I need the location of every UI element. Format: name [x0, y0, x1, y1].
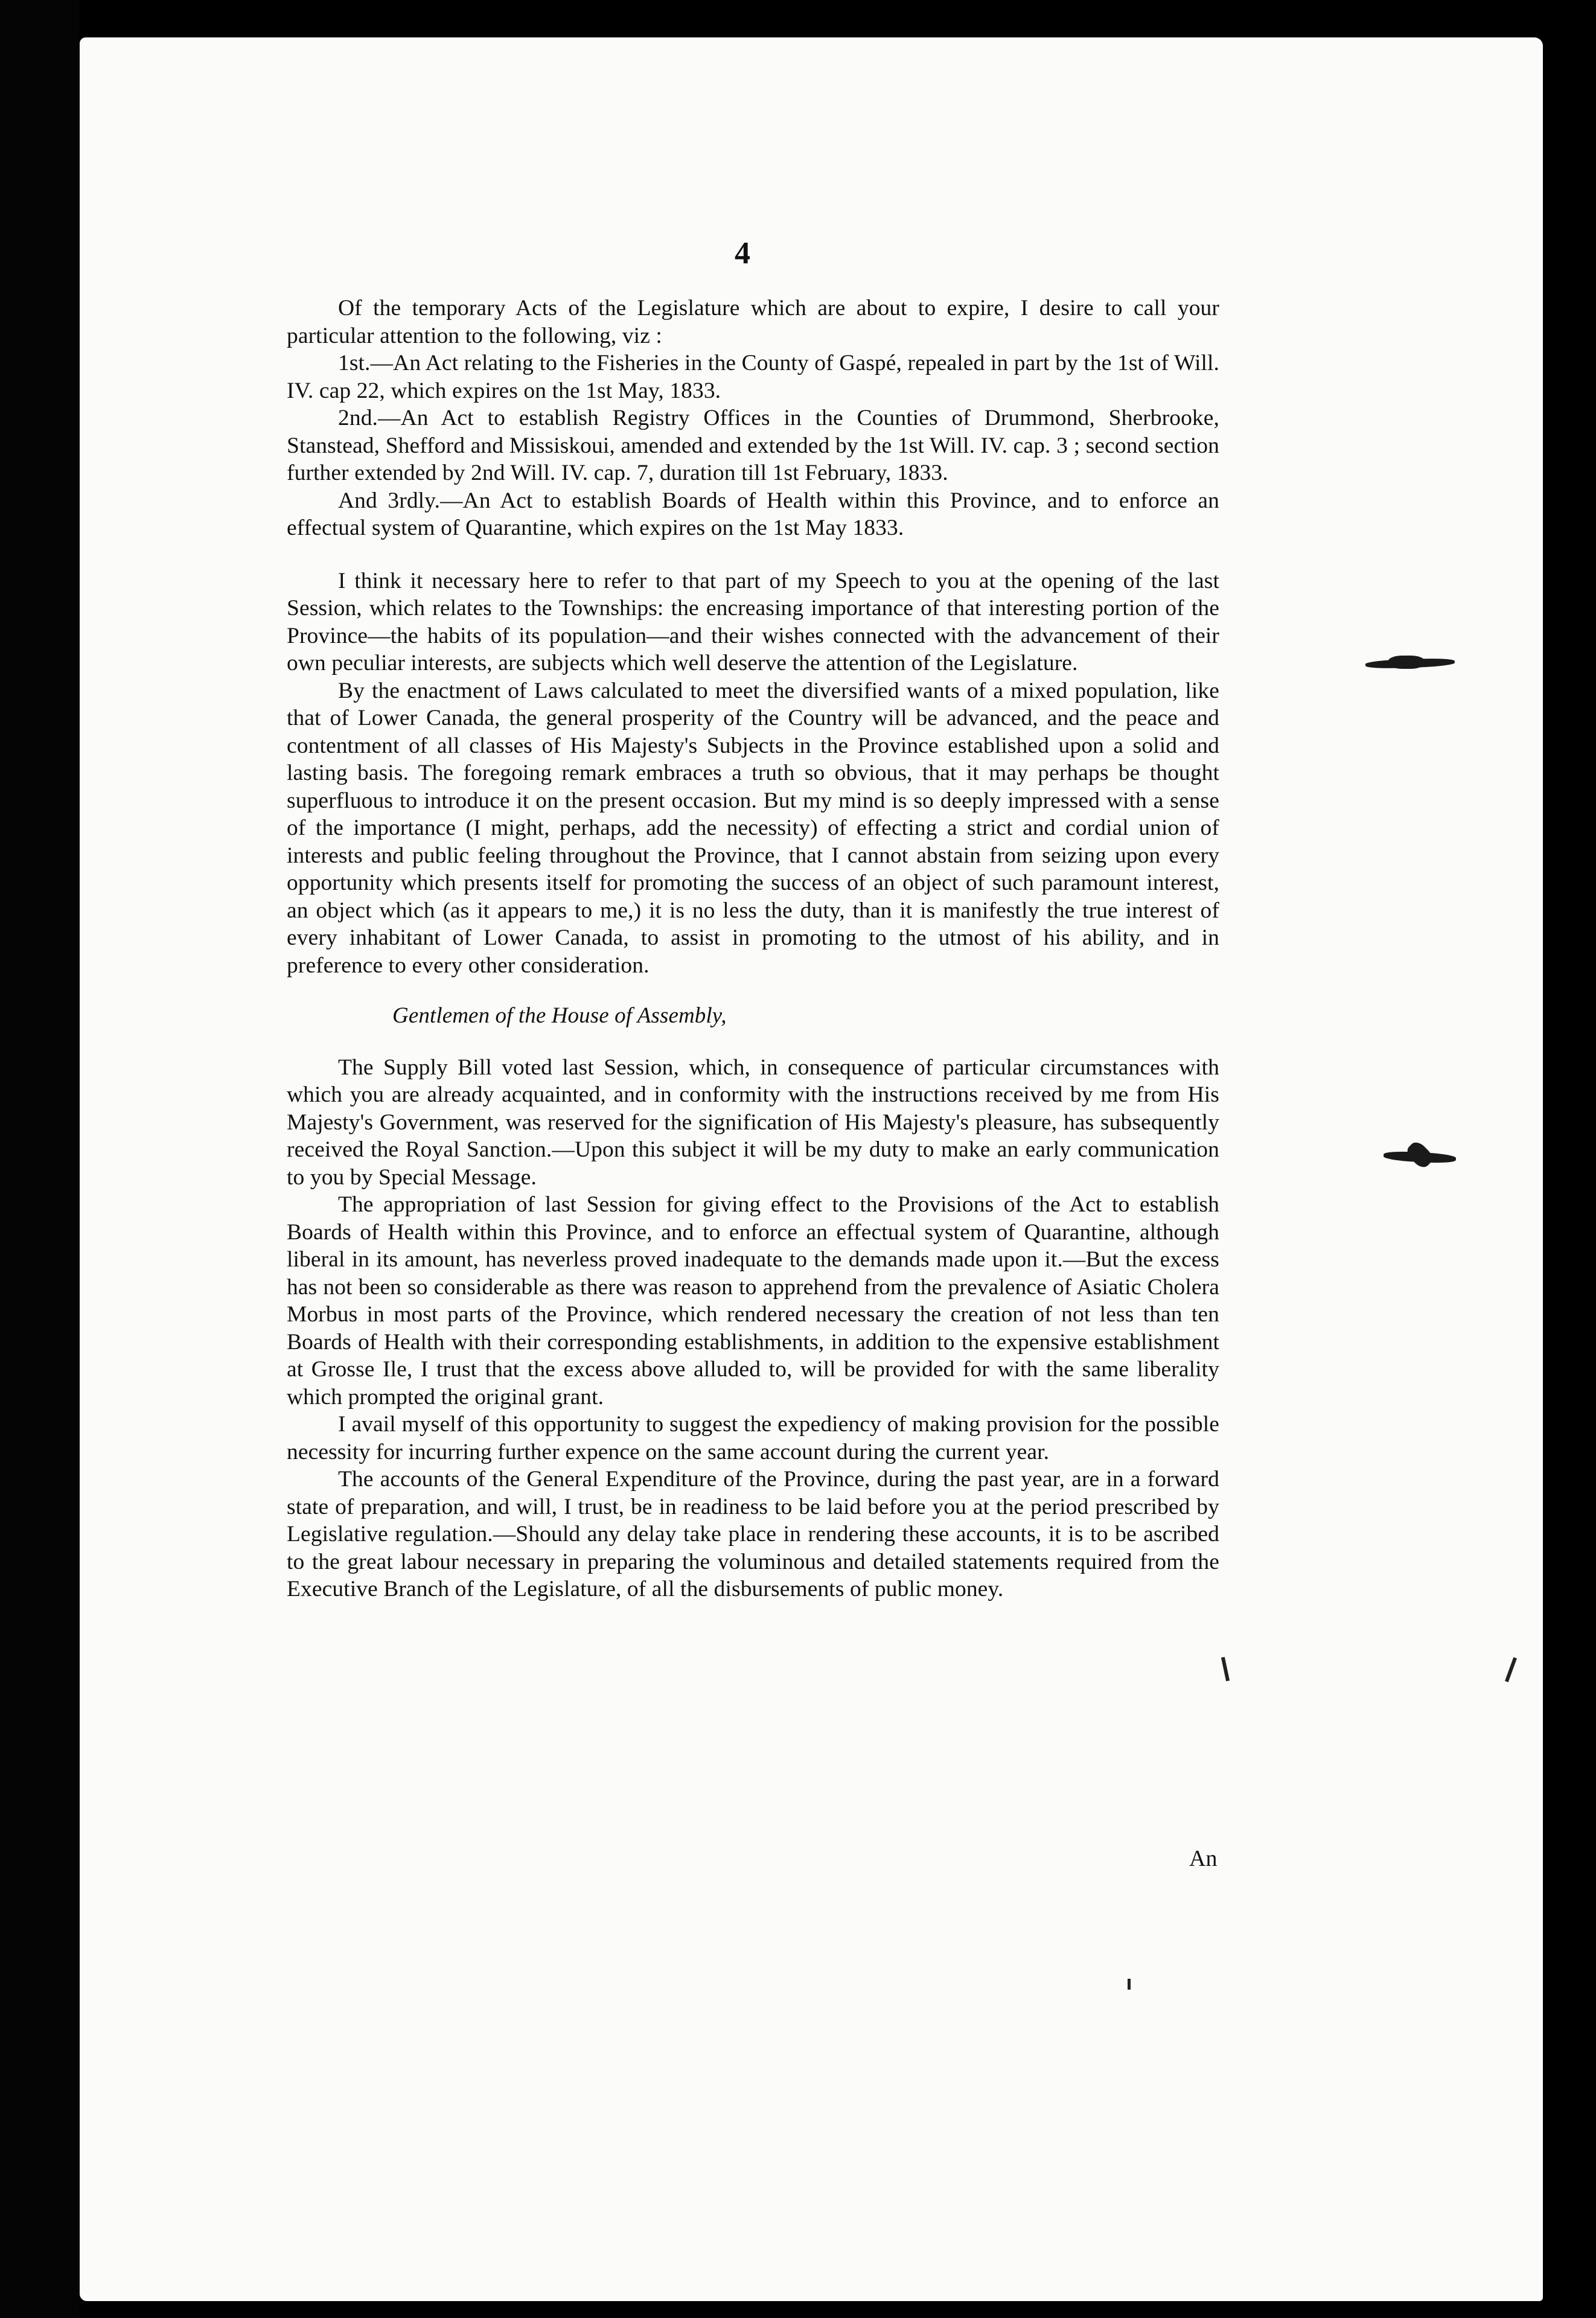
paragraph-supply-bill: The Supply Bill voted last Session, which, in consequence of particular circumstances with which you are already acquainted, and in conformity with the instructions received by me from His Majesty's Government, was reserved for the signification of His Majesty's pleasure, has subsequently received the Royal Sanction.—Upon this subject it will be my duty to make an early communication to you by Special Message. [287, 1055, 1219, 1190]
paragraph-appropriation: The appropriation of last Session for giving effect to the Provisions of the Act to establish Boards of Health within this Province, and to enforce an effectual system of Quarantine, although liberal in its amount, has neverless proved inadequate to the demands made upon it.—But the excess has not been so considerable as there was reason to apprehend from the prevalence of Asiatic Cholera Morbus in most parts of the Province, which rendered necessary the creation of not less than ten Boards of Health with their corresponding establishments, in addition to the expensive establishment at Grosse Ile, I trust that the excess above alluded to, will be provided for with the same liberality which prompted the original grant. [287, 1192, 1219, 1410]
paragraph-expediency: I avail myself of this opportunity to suggest the expediency of making provision for the possible necessity for incurring further expence on the same account during the current year. [287, 1412, 1219, 1464]
paragraph-accounts: The accounts of the General Expenditure of the Province, during the past year, are in a forward state of preparation, and will, I trust, be in readiness to be laid before you at the period prescribed by Legislative regulation.—Should any delay take place in rendering these accounts, it is to be ascribed to the great labour necessary in preparing the voluminous and detailed statements required from the Executive Branch of the Legislature, of all the disbursements of public money. [287, 1467, 1219, 1601]
paragraph-townships: I think it necessary here to refer to that part of my Speech to you at the opening of the last Session, which relates to the Townships: the encreasing importance of that interesting portion of the Province—the habits of its population—and their wishes connected with the advancement of their own peculiar interests, are subjects which well deserve the attention of the Legislature. [287, 568, 1219, 675]
ink-mark [1128, 1979, 1131, 1990]
page-number: 4 [735, 236, 750, 270]
list-item-health-act: And 3rdly.—An Act to establish Boards of Health within this Province, and to enforce an effectual system of Quarantine, which expires on the 1st May 1833. [287, 488, 1219, 540]
body-text [287, 295, 1219, 1603]
section-heading-assembly: Gentlemen of the House of Assembly, [392, 1003, 727, 1028]
catchword: An [1189, 1846, 1218, 1871]
paragraph-intro: Of the temporary Acts of the Legislature which are about to expire, I desire to call your particular attention to the following, viz : [287, 296, 1219, 348]
paragraph-laws: By the enactment of Laws calculated to meet the diversified wants of a mixed population, like that of Lower Canada, the general prosperity of the Country will be advanced, and the peace and contentment of all classes of His Majesty's Subjects in the Province established upon a solid and lasting basis. The foregoing remark embraces a truth so obvious, that it may perhaps be thought superfluous to introduce it on the present occasion. But my mind is so deeply impressed with a sense of the importance (I might, perhaps, add the necessity) of effecting a strict and cordial union of interests and public feeling throughout the Province, that I cannot abstain from seizing upon every opportunity which presents itself for promoting the success of an object of such paramount interest, an object which (as it appears to me,) it is no less the duty, than it is manifestly the true interest of every inhabitant of Lower Canada, to assist in promoting to the utmost of his ability, and in preference to every other consideration. [287, 678, 1219, 978]
list-item-fisheries-act: 1st.—An Act relating to the Fisheries in the County of Gaspé, repealed in part by the 1st of Will. IV. cap 22, which expires on the 1st May, 1833. [287, 351, 1219, 403]
binding-stitch-knot [1388, 656, 1425, 669]
list-item-registry-act: 2nd.—An Act to establish Registry Offices in the Counties of Drummond, Sherbrooke, Stanstead, Shefford and Missiskoui, amended and extended by the 1st Will. IV. cap. 3 ; second section further extended by 2nd Will. IV. cap. 7, duration till 1st February, 1833. [287, 406, 1219, 485]
scan-edge [0, 0, 80, 2318]
